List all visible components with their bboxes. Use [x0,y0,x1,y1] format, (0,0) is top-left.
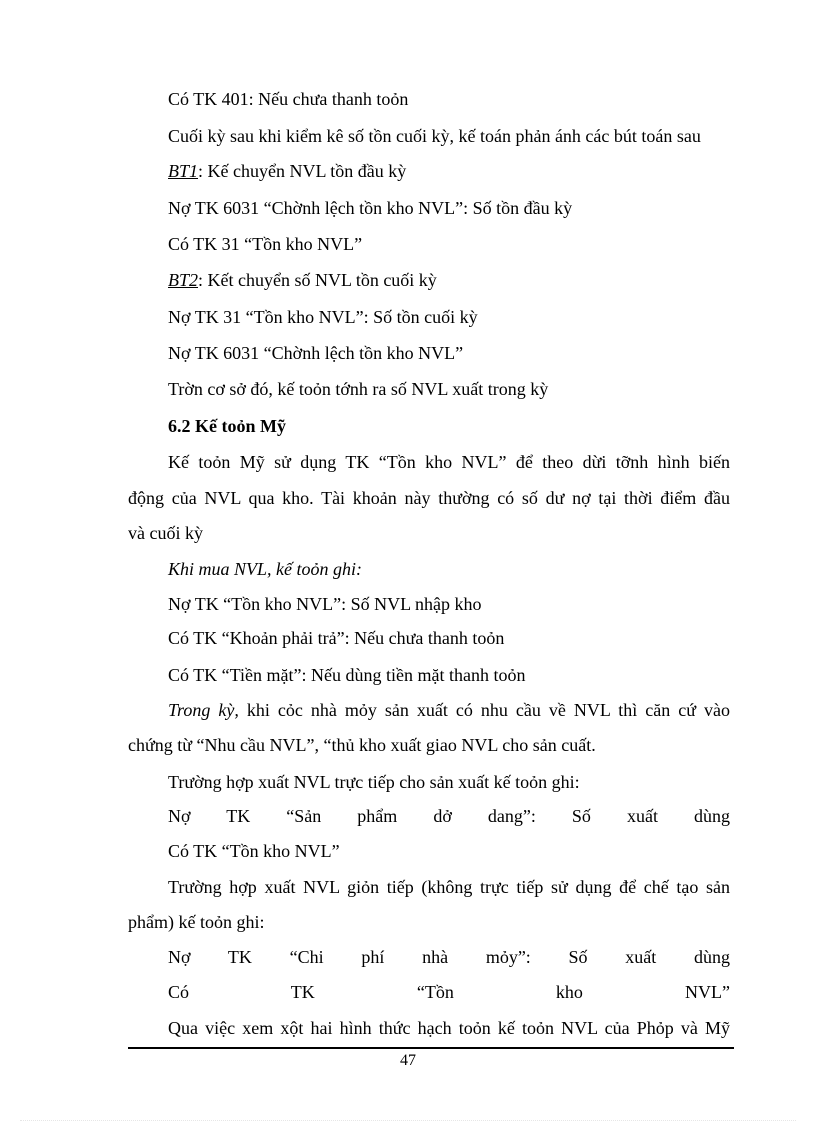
text-line: và cuối kỳ [128,523,203,543]
entry-label: BT1 [168,161,199,181]
text-line: Có TK “Tồn kho NVL” [168,982,730,1002]
text-line: Qua việc xem xột hai hình thức hạch toỏn kế toỏn NVL của Phỏp và Mỹ [168,1018,730,1038]
text-line [168,699,730,721]
text-line: Có TK “Khoản phải trả”: Nếu chưa thanh toỏn [168,628,505,648]
text-line: động của NVL qua kho. Tài khoản này thường có số dư nợ tại thời điểm đầu [128,488,730,508]
section-heading: 6.2 Kế toỏn Mỹ [168,416,286,436]
text-line: Kế toỏn Mỹ sử dụng TK “Tồn kho NVL” để theo dừi tỡnh hình biến [168,452,730,472]
text-line [168,269,437,291]
text-line: Cuối kỳ sau khi kiểm kê số tồn cuối kỳ, kế toán phản ánh các bút toán sau [168,126,701,146]
text-line: Nợ TK “Sản phẩm dở dang”: Số xuất dùng [168,806,730,826]
text-line [168,160,406,182]
page-number: 47 [400,1052,416,1069]
text-line: Có TK “Tiền mặt”: Nếu dùng tiền mặt thanh toỏn [168,665,526,685]
text-line: phẩm) kế toỏn ghi: [128,912,265,932]
text-line: Khi mua NVL, kế toỏn ghi: [168,559,362,579]
text-line: Có TK 401: Nếu chưa thanh toỏn [168,89,409,109]
text-line: chứng từ “Nhu cầu NVL”, “thủ kho xuất giao NVL cho sản cuất. [128,735,596,755]
entry-text: : Kết chuyển số NVL tồn cuối kỳ [198,270,437,290]
entry-text: : Kế chuyển NVL tồn đầu kỳ [198,161,407,181]
text-line: Trờn cơ sở đó, kế toỏn tớnh ra số NVL xuất trong kỳ [168,379,549,399]
text-line: Trường hợp xuất NVL giỏn tiếp (không trực tiếp sử dụng để chế tạo sản [168,877,730,897]
page-edge-divider [20,1120,796,1121]
footer-rule [128,1047,734,1049]
text-line: Nợ TK “Tồn kho NVL”: Số NVL nhập kho [168,594,482,614]
text-line: Nợ TK 6031 “Chờnh lệch tồn kho NVL” [168,343,464,363]
text-line: Nợ TK “Chi phí nhà mỏy”: Số xuất dùng [168,947,730,967]
italic-lead: Trong kỳ, [168,700,239,720]
entry-text: khi cỏc nhà mỏy sản xuất có nhu cầu về NVL thì căn cứ vào [238,700,731,720]
text-line: Trường hợp xuất NVL trực tiếp cho sản xuất kế toỏn ghi: [168,772,580,792]
text-line: Nợ TK 31 “Tồn kho NVL”: Số tồn cuối kỳ [168,307,478,327]
text-line: Có TK “Tồn kho NVL” [168,841,340,861]
entry-label: BT2 [168,270,199,290]
text-line: Có TK 31 “Tồn kho NVL” [168,234,363,254]
text-line: Nợ TK 6031 “Chờnh lệch tồn kho NVL”: Số tồn đầu kỳ [168,198,573,218]
